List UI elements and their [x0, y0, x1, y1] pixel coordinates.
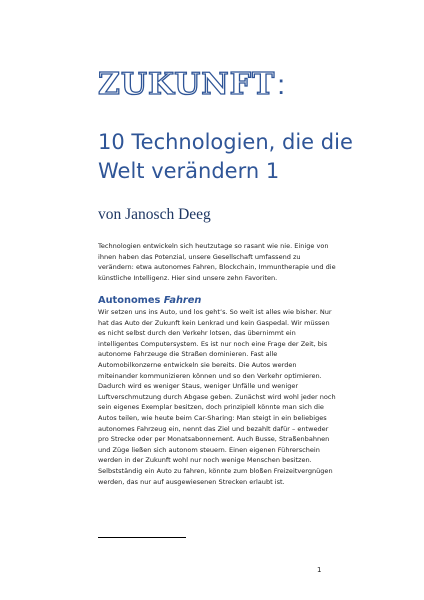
intro-paragraph: Technologien entwickeln sich heutzutage so rasant wie nie. Einige von ihnen haben das Potenzial, unsere Gesellschaft umfassend zu verändern: etwa autonomes Fahren, Blockchain, Immuntherapie und die künstliche Intelligenz. Hier sind unsere zehn Favoriten. [98, 242, 336, 282]
section-heading-italic: Fahren [163, 295, 202, 306]
page-title: 10 Technologien, die die Welt verändern 1 [98, 130, 353, 183]
page-number: 1 [317, 566, 322, 574]
section-heading-plain: Autonomes [98, 295, 164, 306]
title-word: ZUKUNFT [98, 67, 276, 102]
footnote-separator [98, 537, 186, 538]
title-line [98, 67, 286, 102]
author-byline: von Janosch Deeg [98, 206, 211, 223]
section-heading [98, 295, 201, 306]
title-colon: : [277, 69, 286, 100]
section-body: Wir setzen uns ins Auto, und los geht’s. So weit ist alles wie bisher. Nur hat das Auto der Zukunft kein Lenkrad und kein Gaspedal. Wir müssen es nicht selbst durch den Verkehr lotsen, das übernimmt ein intelligentes Computersystem. Es ist nur noch eine Frage der Zeit, bis autonome Fahrzeuge die Straßen dominieren. Fast alle Automobilkonzerne entwickeln sie bereits. Die Autos werden miteinander kommunizieren können und so den Verkehr optimieren. Dadurch wird es weniger Staus, weniger Unfälle und weniger Luftverschmutzung durch Abgase geben. Zunächst wird wohl jeder noch sein eigenes Exemplar besitzen, doch prinzipiell könnte man sich die Autos teilen, wie heute beim Car-Sharing: Man steigt in ein beliebiges autonomes Fahrzeug ein, nennt das Ziel und bezahlt dafür – entweder pro Strecke oder per Monatsabonnement. Auch Busse, Straßenbahnen und Züge ließen sich autonom steuern. Einen eigenen Führerschein werden in der Zukunft wohl nur noch wenige Menschen besitzen. Selbstständig ein Auto zu fahren, könnte zum bloßen Freizeitvergnügen werden, das nur auf ausgewiesenen Strecken erlaubt ist. [98, 308, 336, 486]
